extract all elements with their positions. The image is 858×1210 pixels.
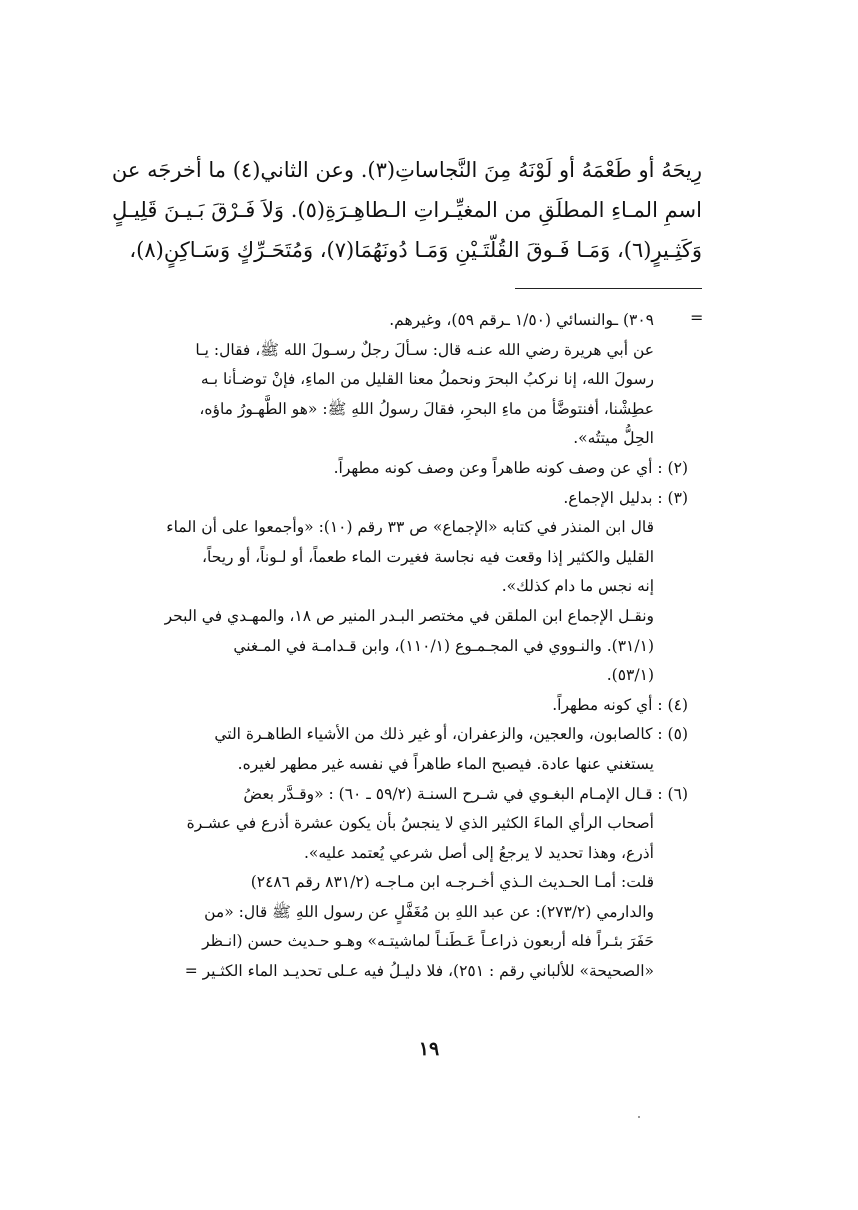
footnote-line: عن أبي هريرة رضي الله عنـه قال: سـألَ رجلٌ رسـولَ الله ﷺ، فقال: يـا <box>195 340 654 359</box>
footnote-separator <box>515 288 702 289</box>
footnote-line: (٦) : قـال الإمـام البغـوي في شـرح السنـة (٥٩/٢ ـ ٦٠) : «وقـدَّر بعضُ <box>243 784 688 803</box>
footnote-line: (٥) : كالصابون، والعجين، والزعفران، أو غير ذلك من الأشياء الطاهـرة التي <box>214 725 688 744</box>
footnote-line: ونقـل الإجماع ابن الملقن في مختصر البـدر المنير ص ١٨، والمهـدي في البحر <box>164 606 654 625</box>
footnote-line: يستغني عنها عادة. فيصبح الماء طاهراً في نفسه غير مطهر لغيره. <box>237 754 654 773</box>
continuation-mark: = <box>690 308 704 327</box>
footnote-line: (٤) : أي كونه مطهراً. <box>552 695 688 714</box>
footnote-line: (٣) : بدليل الإجماع. <box>563 488 688 507</box>
footnote-line: عطِشْنا، أفنتوضَّأ من ماءِ البحرِ، فقالَ رسولُ اللهِ ﷺ: «هو الطَّهـورُ ماؤه، <box>199 399 654 418</box>
footnote-line: القليل والكثير إذا وقعت فيه نجاسة فغيرت الماء طعماً، أو لـوناً، أو ريحاً، <box>202 547 654 566</box>
footnote-line: أذرع، وهذا تحديد لا يرجعُ إلى أصل شرعي يُعتمد عليه». <box>303 843 654 862</box>
footnote-line: (٣١/١). والنـووي في المجـمـوع (١١٠/١)، وابن قـدامـة في المـغني <box>233 636 654 655</box>
page-number: ١٩ <box>418 1038 440 1060</box>
footnote-line: قلت: أمـا الحـديث الـذي أخـرجـه ابن مـاجـه (٨٣١/٢ رقم ٢٤٨٦) <box>250 873 654 892</box>
footnote-line: (٢) : أي عن وصف كونه طاهراً وعن وصف كونه مطهراً. <box>333 458 688 477</box>
footnotes <box>160 306 688 987</box>
footnote-line: رسولَ الله، إنا نركبُ البحرَ ونحملُ معنا القليل من الماءِ، فإنْ توضـأنا بـه <box>200 370 654 389</box>
footnote-line: أصحاب الرأي الماءَ الكثير الذي لا ينجسُ بأن يكون عشرة أذرع في عشـرة <box>186 814 654 833</box>
footnote-line: إنه نجس ما دام كذلك». <box>501 577 654 596</box>
footnote-line: الحِلُّ ميتتُه». <box>573 429 654 448</box>
main-text-line: وَكَثِـيرٍ(٦)، وَمَـا فَـوقَ القُلّتَـيْنِ وَمَـا دُونَهُمَا(٧)، وَمُتَحَـرِّكٍ وَسَـاكِنٍ(٨)، <box>129 238 702 262</box>
footnote-line: حَفَرَ بئـراً فله أربعون ذراعـاً عَـطَنـاً لماشيتـه» وهـو حـديث حسن (انـظر <box>202 932 654 951</box>
main-text-line: رِيحَهُ أو طَعْمَهُ أو لَوْنَهُ مِنَ النَّجاساتِ(٣). وعن الثاني(٤) ما أخرجَه عن <box>111 158 702 182</box>
main-text <box>111 150 702 270</box>
footnote-line: (٥٣/١). <box>606 666 654 685</box>
footnote-line: والدارمي (٢٧٣/٢): عن عبد اللهِ بن مُغَفَّلٍ عن رسول اللهِ ﷺ قال: «من <box>204 902 654 921</box>
main-text-line: اسمِ المـاءِ المطلَقِ من المغيِّـراتِ الـطاهِـرَةِ(٥). وَلاَ فَـرْقَ بَـيـنَ قَلِيـلٍ <box>112 198 702 222</box>
footnote-line: قال ابن المنذر في كتابه «الإجماع» ص ٣٣ رقم (١٠): «وأجمعوا على أن الماء <box>166 518 654 537</box>
speck <box>638 1116 640 1118</box>
footnote-line: ٣٠٩) ـوالنسائي (١/٥٠ ـرقم ٥٩)، وغيرهم. <box>389 311 654 329</box>
footnote-line: «الصحيحة» للألباني رقم : ٢٥١)، فلا دليـلُ فيه عـلى تحديـد الماء الكثـير = <box>184 962 654 981</box>
